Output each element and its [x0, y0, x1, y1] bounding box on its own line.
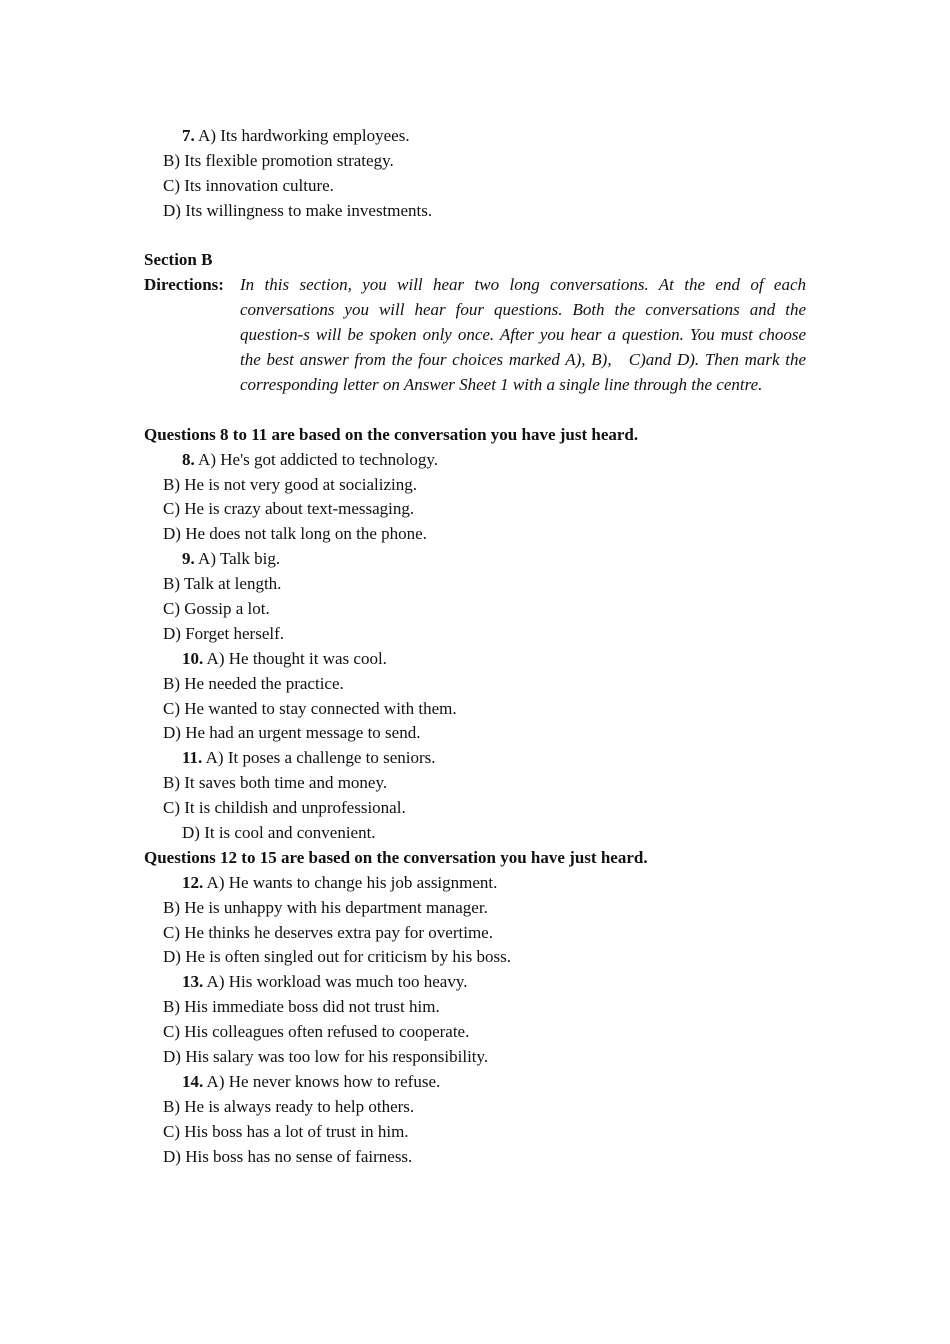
option-d: D) He is often singled out for criticism by his boss. [163, 947, 511, 967]
question-13 [0, 970, 950, 995]
option-c: C) His boss has a lot of trust in him. [163, 1121, 409, 1141]
question-7 [0, 124, 950, 149]
question-number: 14. [182, 1071, 204, 1091]
question-number: 13. [182, 972, 204, 992]
question-12 [0, 871, 950, 896]
option-c: C) He is crazy about text-messaging. [163, 499, 415, 519]
option-d: D) Its willingness to make investments. [163, 200, 433, 220]
option-c: C) Gossip a lot. [163, 599, 270, 618]
option-c: C) He wanted to stay connected with them. [163, 698, 457, 718]
option-a: A) Talk big. [194, 549, 281, 569]
spacer [0, 398, 950, 423]
question-8 [0, 448, 950, 473]
question-14 [0, 1070, 950, 1095]
option-b: B) It saves both time and money. [163, 773, 388, 793]
option-a: A) He never knows how to refuse. [203, 1071, 441, 1091]
option-b: B) He is not very good at socializing. [163, 474, 418, 494]
directions-label: Directions: [144, 275, 224, 295]
option-c: C) It is childish and unprofessional. [163, 798, 406, 818]
question-number: 9. [182, 549, 195, 569]
option-a: A) Its hardworking employees. [194, 126, 410, 145]
option-b: B) Talk at length. [163, 574, 282, 594]
question-number: 7. [182, 126, 195, 145]
option-c: C) His colleagues often refused to cooperate. [163, 1022, 470, 1042]
question-number: 12. [182, 872, 204, 892]
option-d: D) His salary was too low for his responsibility. [163, 1047, 489, 1067]
directions [0, 273, 950, 398]
option-b: B) Its flexible promotion strategy. [163, 150, 394, 170]
question-10 [0, 647, 950, 672]
question-number: 10. [182, 648, 204, 668]
group-heading: Questions 8 to 11 are based on the conversation you have just heard. [144, 424, 639, 444]
option-a: A) His workload was much too heavy. [203, 972, 468, 992]
spacer [0, 224, 950, 249]
option-a: A) It poses a challenge to seniors. [202, 748, 436, 768]
question-number: 8. [182, 449, 195, 469]
option-b: B) He is always ready to help others. [163, 1096, 415, 1116]
option-d: D) It is cool and convenient. [182, 823, 376, 843]
question-11 [0, 746, 950, 771]
exam-page [0, 124, 950, 1169]
section-title: Section B [144, 250, 213, 270]
option-b: B) He is unhappy with his department manager. [163, 897, 488, 917]
option-a: A) He wants to change his job assignment. [203, 872, 498, 892]
option-b: B) His immediate boss did not trust him. [163, 997, 440, 1017]
option-d: D) Forget herself. [163, 623, 285, 643]
option-d: D) He had an urgent message to send. [163, 723, 421, 743]
option-a: A) He thought it was cool. [203, 648, 387, 668]
option-c: C) He thinks he deserves extra pay for overtime. [163, 922, 493, 942]
option-d: D) He does not talk long on the phone. [163, 524, 427, 544]
option-d: D) His boss has no sense of fairness. [163, 1146, 413, 1166]
option-a: A) He's got addicted to technology. [194, 449, 438, 469]
question-number: 11. [182, 748, 203, 768]
option-c: C) Its innovation culture. [163, 175, 334, 195]
directions-text: In this section, you will hear two long conversations. At the end of each conversations you will hear four questions. Both the conversations and the question-s will be spoken only once. After you hear a question. You must choose the best answer from the four choices marked A), B), C)and D). Then mark the corresponding letter on Answer Sheet 1 with a single line through the centre. [240, 275, 806, 394]
question-9 [0, 547, 950, 572]
option-b: B) He needed the practice. [163, 673, 344, 693]
group-heading: Questions 12 to 15 are based on the conversation you have just heard. [144, 847, 648, 867]
